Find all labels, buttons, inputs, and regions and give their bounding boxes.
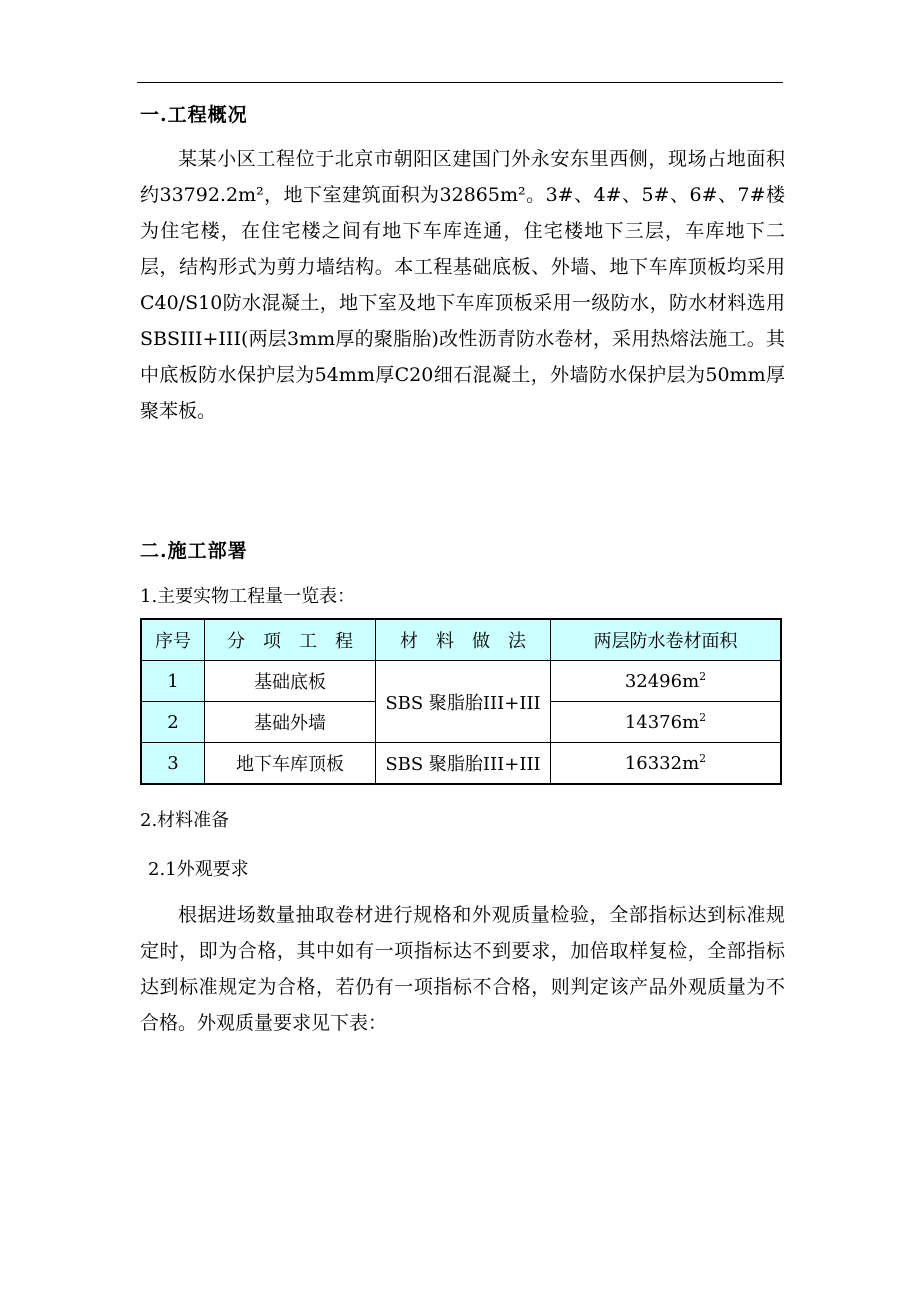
table-row xyxy=(141,743,781,785)
table-row xyxy=(141,661,781,702)
cell-method: SBS 聚脂胎III+III xyxy=(376,743,551,785)
area-value: 32496m xyxy=(624,671,700,692)
overview-paragraph-text: 某某小区工程位于北京市朝阳区建国门外永安东里西侧，现场占地面积约33792.2m²，地下室建筑面积为32865m²。3#、4#、5#、6#、7#楼为住宅楼，在住宅楼之间有地下车库连通，住宅楼地下三层，车库地下二层，结构形式为剪力墙结构。本工程基础底板、外墙、地下车库顶板均采用C40/S10防水混凝土，地下室及地下车库顶板采用一级防水，防水材料选用SBSIII+III(两层3mm厚的聚脂胎)改性沥青防水卷材，采用热熔法施工。其中底板防水保护层为54mm厚C20细石混凝土，外墙防水保护层为50mm厚聚苯板。 xyxy=(140,148,785,422)
area-unit-sup: 2 xyxy=(699,711,707,724)
area-unit-sup: 2 xyxy=(699,670,707,683)
header-rule xyxy=(137,82,783,83)
cell-area xyxy=(551,743,782,785)
overview-paragraph xyxy=(140,141,785,429)
area-unit-sup: 2 xyxy=(699,752,707,765)
area-value: 16332m xyxy=(624,753,700,774)
col-header-method: 材 料 做 法 xyxy=(376,619,551,661)
materials-title: 2.材料准备 xyxy=(140,810,230,831)
cell-item: 基础底板 xyxy=(205,661,376,702)
table-header-row xyxy=(141,619,781,661)
quantity-table-title: 1.主要实物工程量一览表： xyxy=(140,586,356,607)
col-header-no: 序号 xyxy=(141,619,205,661)
cell-item: 基础外墙 xyxy=(205,702,376,743)
appearance-paragraph xyxy=(140,897,785,1041)
cell-no: 1 xyxy=(141,661,205,702)
area-value: 14376m xyxy=(624,712,700,733)
cell-area xyxy=(551,661,782,702)
cell-no: 3 xyxy=(141,743,205,785)
appearance-title: 2.1外观要求 xyxy=(148,859,249,880)
cell-method: SBS 聚脂胎III+III xyxy=(376,661,551,743)
cell-no: 2 xyxy=(141,702,205,743)
cell-item: 地下车库顶板 xyxy=(205,743,376,785)
col-header-area: 两层防水卷材面积 xyxy=(551,619,782,661)
appearance-paragraph-text: 根据进场数量抽取卷材进行规格和外观质量检验，全部指标达到标准规定时，即为合格，其中如有一项指标达不到要求，加倍取样复检，全部指标达到标准规定为合格，若仍有一项指标不合格，则判定该产品外观质量为不合格。外观质量要求见下表： xyxy=(140,904,785,1034)
cell-area xyxy=(551,702,782,743)
col-header-item: 分 项 工 程 xyxy=(205,619,376,661)
section-heading-deployment: 二.施工部署 xyxy=(140,540,248,562)
section-heading-overview: 一.工程概况 xyxy=(140,104,248,126)
quantity-table xyxy=(140,618,782,785)
